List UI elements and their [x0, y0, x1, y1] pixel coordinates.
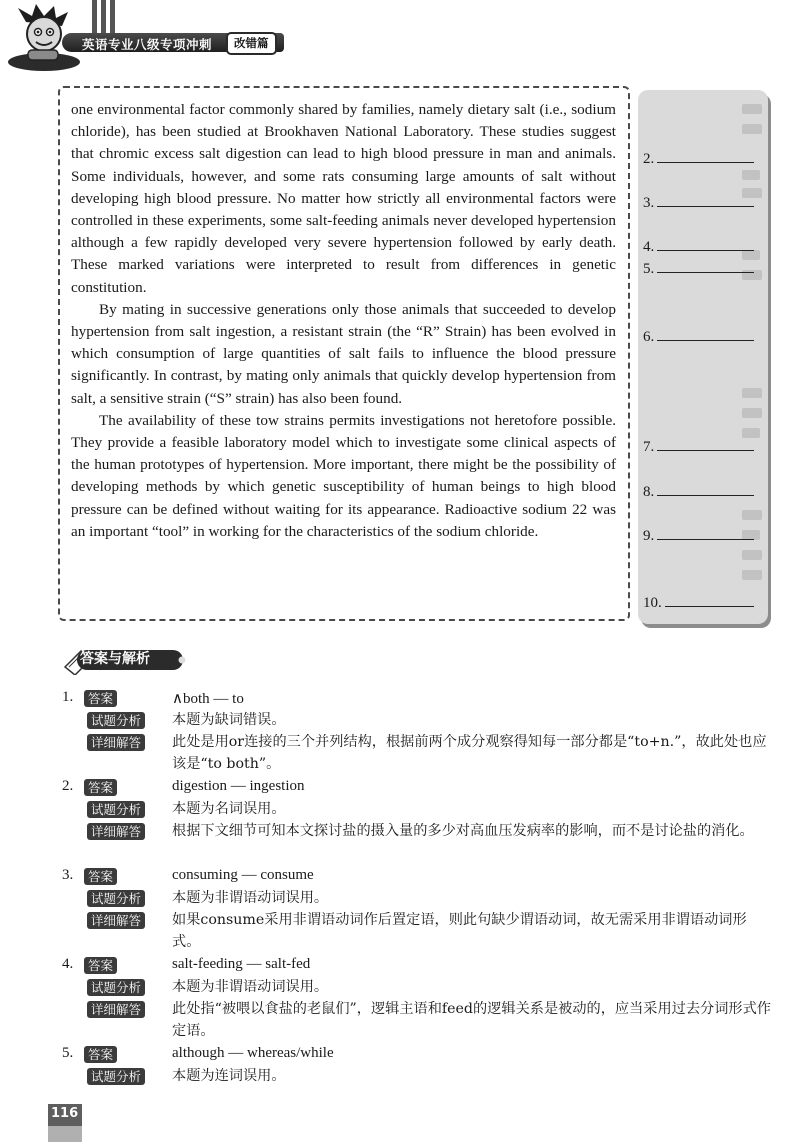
answer-blank[interactable]: 10.: [643, 592, 754, 612]
answer-correction: digestion — ingestion: [172, 778, 305, 794]
detail-tag: 详细解答: [87, 912, 145, 929]
analysis-tag: 试题分析: [87, 890, 145, 907]
answer-blank[interactable]: 4.: [643, 236, 754, 256]
detail-text: 此处是用or连接的三个并列结构，根据前两个成分观察得知每一部分都是“to+n.”，故此处也应该是“to both”。: [172, 734, 767, 772]
answer-blank[interactable]: 5.: [643, 258, 754, 278]
detail-text: 此处指“被喂以食盐的老鼠们”，逻辑主语和feed的逻辑关系是被动的，应当采用过去分词形式作定语。: [172, 1001, 771, 1039]
passage-text: [71, 99, 616, 543]
analysis-text: 本题为名词误用。: [172, 801, 286, 817]
answer-blank[interactable]: 3.: [643, 192, 754, 212]
detail-tag: 详细解答: [87, 823, 145, 840]
answer-number: 1.: [62, 689, 74, 705]
answer-blank[interactable]: 9.: [643, 525, 754, 545]
answer-blank[interactable]: 2.: [643, 148, 754, 168]
analysis-text: 本题为非谓语动词误用。: [172, 890, 329, 906]
detail-tag: 详细解答: [87, 1001, 145, 1018]
analysis-text: 本题为缺词错误。: [172, 712, 286, 728]
answer-tag: 答案: [84, 1046, 117, 1063]
answer-number: 3.: [62, 867, 74, 883]
answer-tag: 答案: [84, 957, 117, 974]
answer-correction: although — whereas/while: [172, 1045, 334, 1061]
detail-text: 如果consume采用非谓语动词作后置定语，则此句缺少谓语动词，故无需采用非谓语动词形式。: [172, 912, 747, 950]
analysis-tag: 试题分析: [87, 712, 145, 729]
passage-paragraph: one environmental factor commonly shared by families, namely dietary salt (i.e., sodium chloride), has been studied at Brookhaven National Laboratory. These studies suggest that chromic excess salt digestion can lead to high blood pressure in man and animals. Some individuals, however, and some rats consuming large amounts of salt without developing high blood pressure. No matter how strictly all environmental factors were controlled in these experiments, some salt-feeding animals never developed hypertension although a few rapidly developed very severe hypertension followed by early death. These marked variations were interpreted to result from differences in genetic constitution.: [71, 101, 616, 296]
analysis-text: 本题为连词误用。: [172, 1068, 286, 1084]
answer-number: 2.: [62, 778, 74, 794]
answer-correction: consuming — consume: [172, 867, 314, 883]
page-number: 116: [51, 1106, 79, 1121]
section-badge: 改错篇: [226, 32, 277, 55]
answer-blank[interactable]: 7.: [643, 436, 754, 456]
answer-tag: 答案: [84, 779, 117, 796]
answers-heading: 答案与解析: [80, 651, 150, 667]
page-header: [0, 0, 800, 80]
analysis-tag: 试题分析: [87, 801, 145, 818]
answer-number: 4.: [62, 956, 74, 972]
answer-tag: 答案: [84, 690, 117, 707]
detail-text: 根据下文细节可知本文探讨盐的摄入量的多少对高血压发病率的影响，而不是讨论盐的消化。: [172, 823, 754, 839]
series-title: 英语专业八级专项冲刺: [82, 37, 213, 52]
answer-blank[interactable]: 6.: [643, 326, 754, 346]
answer-tag: 答案: [84, 868, 117, 885]
answer-correction: ∧both — to: [172, 691, 244, 707]
passage-paragraph: By mating in successive generations only those animals that succeeded to develop hypertension from salt ingestion, a resistant strain (the “R” Strain) has been evolved in which consumption of large quantities of salt fails to influence the blood pressure significantly. In contrast, by mating only animals that quickly develop hypertension from salt, a sensitive strain (“S” strain) has also been found.: [71, 300, 616, 407]
analysis-text: 本题为非谓语动词误用。: [172, 979, 329, 995]
detail-tag: 详细解答: [87, 734, 145, 751]
answer-number: 5.: [62, 1045, 74, 1061]
passage-paragraph: The availability of these tow strains permits investigations not heretofore possible. They provide a feasible laboratory model which to investigate some clinical aspects of the human prototypes of hypertension. More important, there might be the possibility of developing methods by which genetic susceptibility of human beings to high blood pressure can be defined without waiting for its appearance. Radioactive sodium 22 was an important “tool” in working for the characteristics of the sodium chloride.: [71, 411, 616, 540]
analysis-tag: 试题分析: [87, 979, 145, 996]
answer-blank[interactable]: 8.: [643, 481, 754, 501]
answer-correction: salt-feeding — salt-fed: [172, 956, 311, 972]
analysis-tag: 试题分析: [87, 1068, 145, 1085]
